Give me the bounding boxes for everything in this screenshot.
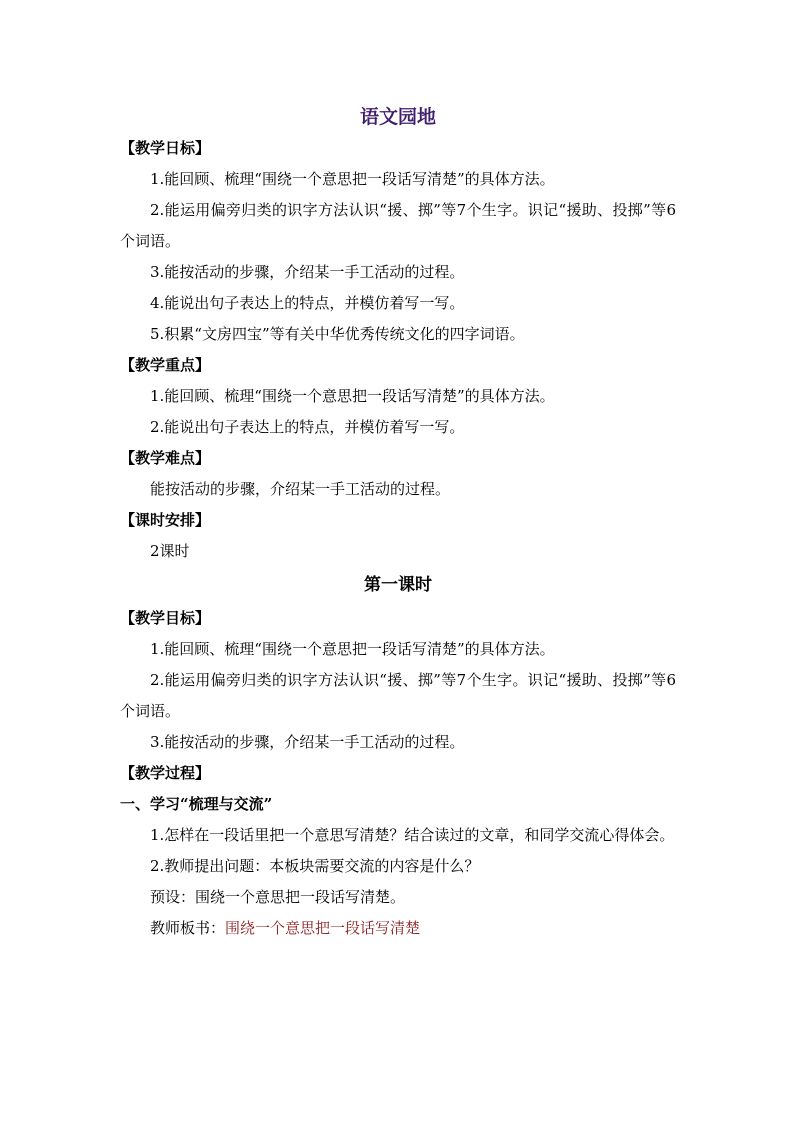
- board-text: 围绕一个意思把一段话写清楚: [225, 919, 421, 937]
- section-heading-schedule: 【课时安排】: [120, 511, 211, 529]
- lesson-title: 第一课时: [364, 575, 432, 595]
- goal-item: 3.能按活动的步骤，介绍某一手工活动的过程。: [150, 263, 465, 281]
- goal-item: 5.积累“文房四宝”等有关中华优秀传统文化的四字词语。: [150, 325, 525, 343]
- schedule-item: 2课时: [150, 542, 190, 560]
- goal-item: 2.能运用偏旁归类的识字方法认识“援、掷”等7个生字。识记“援助、投掷”等6个词语。: [120, 201, 676, 250]
- lesson-goal-item: 3.能按活动的步骤，介绍某一手工活动的过程。: [150, 733, 465, 751]
- process-item: 2.教师提出问题：本板块需要交流的内容是什么？: [150, 857, 480, 875]
- process-item: 预设：围绕一个意思把一段话写清楚。: [150, 888, 406, 906]
- section-heading-process: 【教学过程】: [120, 764, 211, 782]
- process-item: 1.怎样在一段话里把一个意思写清楚？结合读过的文章，和同学交流心得体会。: [150, 826, 675, 844]
- section-heading-goals: 【教学日标】: [120, 139, 211, 157]
- section-heading-lesson-goals: 【教学目标】: [120, 609, 211, 627]
- board-label: 教师板书：: [150, 919, 226, 937]
- key-point-item: 1.能回顾、梳理“围绕一个意思把一段话写清楚”的具体方法。: [150, 387, 555, 405]
- lesson-goal-item: 2.能运用偏旁归类的识字方法认识“援、掷”等7个生字。识记“援助、投掷”等6个词语。: [120, 671, 676, 720]
- document-title: 语文园地: [359, 106, 436, 128]
- section-heading-key-points: 【教学重点】: [120, 356, 211, 374]
- goal-item: 4.能说出句子表达上的特点，并模仿着写一写。: [150, 294, 465, 312]
- board-writing: [120, 913, 676, 944]
- document-body: [120, 101, 676, 944]
- lesson-goal-item: 1.能回顾、梳理“围绕一个意思把一段话写清楚”的具体方法。: [150, 640, 555, 658]
- difficulty-item: 能按活动的步骤，介绍某一手工活动的过程。: [150, 480, 451, 498]
- section-heading-difficulty: 【教学难点】: [120, 449, 211, 467]
- part-heading: 一、学习“梳理与交流”: [120, 795, 273, 813]
- key-point-item: 2.能说出句子表达上的特点，并模仿着写一写。: [150, 418, 465, 436]
- goal-item: 1.能回顾、梳理“围绕一个意思把一段话写清楚”的具体方法。: [150, 170, 555, 188]
